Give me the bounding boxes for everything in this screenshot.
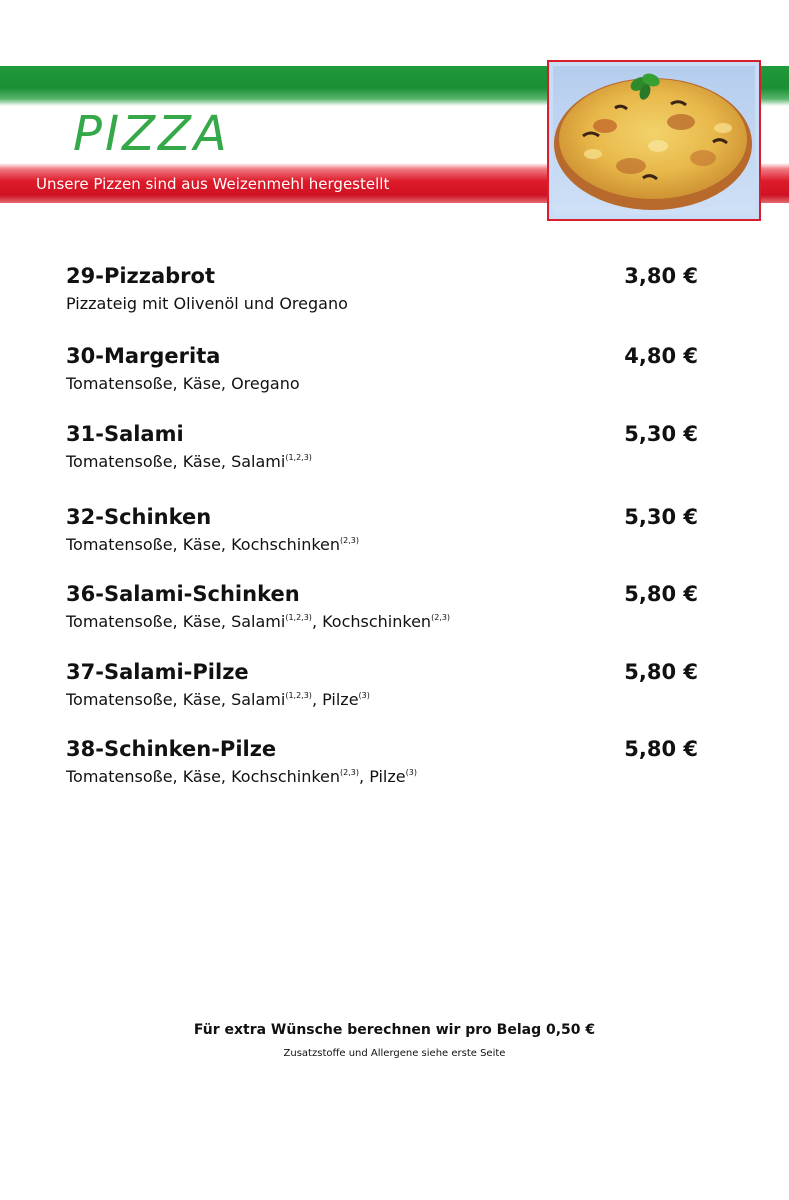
- description-text: Tomatensoße, Käse, Kochschinken: [66, 535, 341, 554]
- description-text: Tomatensoße, Käse, Salami: [66, 612, 286, 631]
- page-title: PIZZA: [73, 106, 230, 162]
- menu-item-name: 32-Schinken: [66, 505, 212, 529]
- menu-item-price: 4,80 €: [624, 344, 698, 368]
- allergen-note: (1,2,3): [285, 613, 312, 622]
- description-text: Tomatensoße, Käse, Kochschinken: [66, 767, 341, 786]
- menu-item-description: [66, 374, 300, 394]
- header-subtitle: Unsere Pizzen sind aus Weizenmehl hergestellt: [36, 175, 390, 193]
- description-text: Tomatensoße, Käse, Oregano: [66, 374, 300, 393]
- menu-item-description: [66, 452, 312, 472]
- allergen-note: (1,2,3): [285, 691, 312, 700]
- description-text: Tomatensoße, Käse, Salami: [66, 452, 286, 471]
- menu-item-price: 5,30 €: [624, 505, 698, 529]
- description-text: , Kochschinken: [311, 612, 432, 631]
- menu-item-description: [66, 767, 417, 787]
- menu-item-name: 36-Salami-Schinken: [66, 582, 300, 606]
- menu-item-price: 5,80 €: [624, 582, 698, 606]
- menu-item-name: 29-Pizzabrot: [66, 264, 215, 288]
- menu-item-name: 30-Margerita: [66, 344, 221, 368]
- menu-item-price: 5,30 €: [624, 422, 698, 446]
- description-text: , Pilze: [311, 690, 359, 709]
- menu-header: [0, 60, 789, 210]
- menu-item-name: 37-Salami-Pilze: [66, 660, 249, 684]
- menu-item-name: 38-Schinken-Pilze: [66, 737, 277, 761]
- menu-item-description: [66, 690, 370, 710]
- description-text: Pizzateig mit Olivenöl und Oregano: [66, 294, 348, 313]
- pizza-photo: [547, 60, 761, 221]
- menu-item-description: [66, 294, 348, 314]
- allergen-note: (3): [405, 768, 417, 777]
- allergen-note: (3): [358, 691, 370, 700]
- allergen-note: (1,2,3): [285, 453, 312, 462]
- menu-item-description: [66, 612, 450, 632]
- menu-item-description: [66, 535, 359, 555]
- extra-topping-note: Für extra Wünsche berechnen wir pro Belag 0,50 €: [193, 1022, 596, 1038]
- description-text: , Pilze: [359, 767, 406, 786]
- pizza-illustration-icon: [553, 66, 755, 215]
- allergen-reference-note: Zusatzstoffe und Allergene siehe erste Seite: [283, 1048, 506, 1059]
- description-text: Tomatensoße, Käse, Salami: [66, 690, 286, 709]
- allergen-note: (2,3): [340, 536, 360, 545]
- allergen-note: (2,3): [431, 613, 451, 622]
- menu-item-name: 31-Salami: [66, 422, 184, 446]
- menu-item-price: 5,80 €: [624, 737, 698, 761]
- allergen-note: (2,3): [340, 768, 360, 777]
- pizza-photo-background: [553, 66, 755, 215]
- menu-item-price: 3,80 €: [624, 264, 698, 288]
- menu-item-price: 5,80 €: [624, 660, 698, 684]
